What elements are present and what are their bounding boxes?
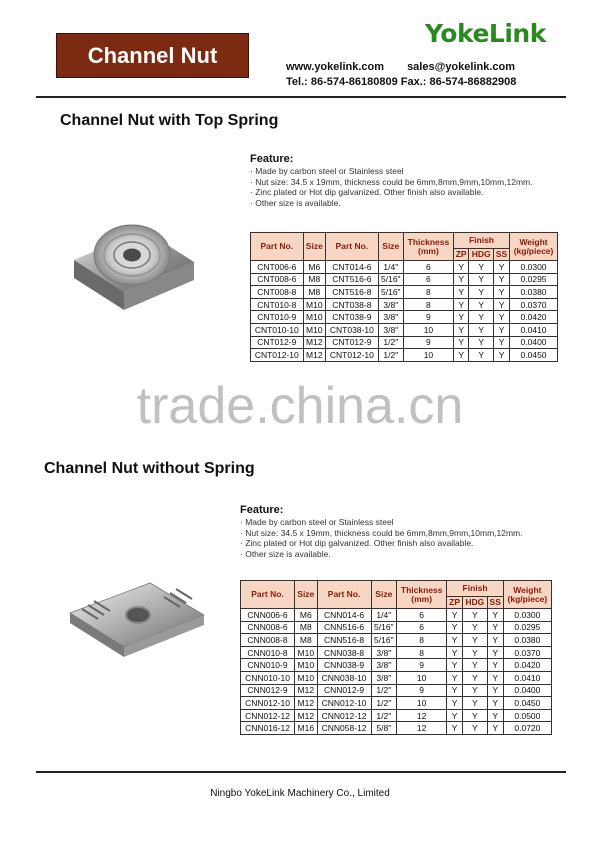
table-cell: Y	[469, 349, 494, 362]
table-cell: 3/8"	[371, 646, 396, 659]
table-cell: 3/8"	[378, 311, 403, 324]
col-header-hdg: HDG	[469, 249, 494, 261]
header-banner: Channel Nut	[56, 33, 249, 78]
table-cell: CNN012-12	[241, 709, 295, 722]
col-header-size-2: Size	[371, 581, 396, 609]
col-header-zp: ZP	[453, 249, 469, 261]
table-cell: Y	[487, 646, 503, 659]
table-cell: M6	[295, 609, 318, 622]
table-cell: CNT010-10	[251, 323, 304, 336]
table-cell: 1/4"	[378, 261, 403, 274]
table-cell: CNN016-12	[241, 722, 295, 735]
table-cell: 1/2"	[378, 349, 403, 362]
table-cell: M12	[295, 697, 318, 710]
table-row	[241, 634, 552, 647]
table-cell: CNN516-8	[317, 634, 371, 647]
table-cell: M10	[303, 323, 325, 336]
table-cell: CNT012-9	[326, 336, 379, 349]
table-cell: 3/8"	[378, 323, 403, 336]
table-cell: CNT012-10	[326, 349, 379, 362]
table-cell: 0.0370	[503, 646, 551, 659]
col-header-weight	[510, 233, 558, 261]
table-cell: Y	[447, 671, 463, 684]
table-cell: CNN012-10	[241, 697, 295, 710]
footer-divider	[36, 771, 566, 773]
table-cell: 0.0450	[510, 349, 558, 362]
table-cell: 6	[397, 621, 447, 634]
col-header-size: Size	[295, 581, 318, 609]
table-cell: 1/4"	[371, 609, 396, 622]
section2-feature-item: · Zinc plated or Hot dip galvanized. Other finish also available.	[240, 538, 522, 549]
table-cell: CNN038-9	[317, 659, 371, 672]
table-row	[251, 323, 558, 336]
col-header-finish: Finish	[453, 233, 509, 249]
table-cell: CNN014-6	[317, 609, 371, 622]
table-row	[241, 684, 552, 697]
section2-feature-item: · Made by carbon steel or Stainless steel	[240, 517, 522, 528]
table-cell: 0.0400	[510, 336, 558, 349]
thickness-unit: (mm)	[411, 593, 433, 604]
table-cell: Y	[493, 286, 509, 299]
footer-company: Ningbo YokeLink Machinery Co., Limited	[210, 788, 390, 799]
table-cell: M16	[295, 722, 318, 735]
table-cell: 0.0500	[503, 709, 551, 722]
table-cell: 0.0410	[510, 323, 558, 336]
col-header-weight	[503, 581, 551, 609]
section1-feature-item: · Made by carbon steel or Stainless steel	[250, 166, 532, 177]
table-row	[241, 671, 552, 684]
table-cell: 1/2"	[371, 709, 396, 722]
table-cell: 1/2"	[378, 336, 403, 349]
table-row	[251, 273, 558, 286]
table-cell: Y	[462, 722, 487, 735]
table-cell: 0.0295	[510, 273, 558, 286]
table-cell: Y	[453, 286, 469, 299]
table-cell: Y	[447, 609, 463, 622]
col-header-size: Size	[303, 233, 325, 261]
table-cell: Y	[447, 722, 463, 735]
table-cell: 0.0380	[510, 286, 558, 299]
table-cell: Y	[487, 609, 503, 622]
table-cell: CNN010-10	[241, 671, 295, 684]
table-cell: CNN010-9	[241, 659, 295, 672]
table-cell: Y	[487, 709, 503, 722]
table-cell: M12	[295, 709, 318, 722]
col-header-hdg: HDG	[462, 597, 487, 609]
table-row	[251, 349, 558, 362]
table-row	[251, 336, 558, 349]
table-cell: Y	[493, 311, 509, 324]
email-text: sales@yokelink.com	[407, 61, 516, 73]
table-cell: Y	[469, 336, 494, 349]
table-cell: 8	[397, 646, 447, 659]
table-cell: 5/16"	[371, 634, 396, 647]
channel-nut-top-spring-photo	[64, 200, 204, 315]
phone-fax-text: Tel.: 86-574-86180809 Fax.: 86-574-86882908	[286, 76, 517, 88]
table-cell: 3/8"	[371, 659, 396, 672]
watermark-text: trade.china.cn	[136, 377, 464, 435]
table-cell: M8	[303, 286, 325, 299]
section2-feature	[240, 504, 522, 559]
table-cell: 8	[403, 298, 453, 311]
table-cell: Y	[453, 323, 469, 336]
table-cell: Y	[462, 609, 487, 622]
table-cell: Y	[487, 634, 503, 647]
table-cell: 10	[397, 697, 447, 710]
channel-nut-no-spring-photo	[62, 575, 212, 660]
table-cell: CNT006-6	[251, 261, 304, 274]
weight-unit: (kg/piece)	[513, 245, 554, 256]
table-cell: CNT516-6	[326, 273, 379, 286]
section1-feature-item: · Zinc plated or Hot dip galvanized. Other finish also available.	[250, 187, 532, 198]
table-cell: Y	[487, 722, 503, 735]
table-cell: 8	[403, 286, 453, 299]
table-cell: Y	[447, 684, 463, 697]
table-cell: 12	[397, 722, 447, 735]
section2-feature-title: Feature:	[240, 504, 284, 516]
table-cell: Y	[469, 298, 494, 311]
table-row	[251, 261, 558, 274]
table-cell: Y	[447, 709, 463, 722]
table-cell: 9	[397, 659, 447, 672]
col-header-size-2: Size	[378, 233, 403, 261]
table-cell: Y	[469, 323, 494, 336]
table-cell: 5/16"	[378, 286, 403, 299]
table-cell: 9	[403, 311, 453, 324]
weight-label: Weight	[519, 236, 548, 247]
section1-feature-item: · Nut size: 34.5 x 19mm, thickness could be 6mm,8mm,9mm,10mm,12mm.	[250, 177, 532, 188]
table-cell: Y	[453, 273, 469, 286]
section2-feature-item: · Other size is available.	[240, 549, 522, 560]
table-cell: Y	[493, 349, 509, 362]
table-cell: CNT010-8	[251, 298, 304, 311]
table-cell: CNN008-6	[241, 621, 295, 634]
table-cell: M8	[295, 634, 318, 647]
table-row	[251, 298, 558, 311]
table-cell: CNT038-9	[326, 311, 379, 324]
table-cell: Y	[493, 261, 509, 274]
table-cell: CNN012-12	[317, 709, 371, 722]
col-header-zp: ZP	[447, 597, 463, 609]
table-cell: 8	[397, 634, 447, 647]
table-cell: 1/2"	[371, 697, 396, 710]
table-cell: 0.0720	[503, 722, 551, 735]
col-header-part-no-2: Part No.	[317, 581, 371, 609]
table-cell: 5/16"	[378, 273, 403, 286]
table-cell: Y	[462, 709, 487, 722]
table-cell: 6	[397, 609, 447, 622]
table-cell: CNN008-8	[241, 634, 295, 647]
table-cell: Y	[462, 646, 487, 659]
yokelink-logo: YokeLink	[425, 19, 546, 48]
table-cell: CNN010-8	[241, 646, 295, 659]
thickness-label: Thickness	[407, 236, 450, 247]
table-cell: CNN058-12	[317, 722, 371, 735]
table-row	[241, 722, 552, 735]
table-cell: M12	[295, 684, 318, 697]
col-header-part-no: Part No.	[241, 581, 295, 609]
table-cell: Y	[493, 298, 509, 311]
table-cell: 1/2"	[371, 684, 396, 697]
col-header-ss: SS	[493, 249, 509, 261]
table-row	[241, 659, 552, 672]
table-cell: Y	[462, 671, 487, 684]
table-row	[251, 286, 558, 299]
table-cell: Y	[447, 621, 463, 634]
table-cell: Y	[462, 634, 487, 647]
table-cell: CNN038-10	[317, 671, 371, 684]
table-cell: M10	[303, 298, 325, 311]
table-cell: Y	[462, 621, 487, 634]
table-cell: Y	[487, 684, 503, 697]
table-cell: Y	[487, 621, 503, 634]
table-cell: 0.0380	[503, 634, 551, 647]
table-cell: CNN516-6	[317, 621, 371, 634]
table-cell: 0.0410	[503, 671, 551, 684]
table-cell: CNN038-8	[317, 646, 371, 659]
header-divider	[36, 96, 566, 98]
thickness-label: Thickness	[400, 584, 443, 595]
contact-info	[286, 60, 516, 90]
table-cell: M10	[295, 646, 318, 659]
table-cell: CNT008-8	[251, 286, 304, 299]
table-cell: 9	[403, 336, 453, 349]
table-cell: 0.0370	[510, 298, 558, 311]
table-cell: Y	[453, 261, 469, 274]
website-text: www.yokelink.com	[286, 61, 385, 73]
col-header-finish: Finish	[447, 581, 504, 597]
section1-spec-table	[250, 232, 558, 362]
table-cell: Y	[487, 697, 503, 710]
table-cell: CNN006-6	[241, 609, 295, 622]
table-cell: Y	[447, 697, 463, 710]
table-row	[241, 609, 552, 622]
table-cell: 6	[403, 261, 453, 274]
table-row	[241, 697, 552, 710]
table-row	[241, 621, 552, 634]
col-header-ss: SS	[487, 597, 503, 609]
table-cell: 0.0450	[503, 697, 551, 710]
table-cell: Y	[462, 684, 487, 697]
table-cell: CNT038-8	[326, 298, 379, 311]
table-cell: CNN012-9	[241, 684, 295, 697]
table-cell: Y	[487, 671, 503, 684]
table-cell: 0.0400	[503, 684, 551, 697]
table-cell: CNN012-10	[317, 697, 371, 710]
table-cell: Y	[487, 659, 503, 672]
table-cell: 0.0300	[503, 609, 551, 622]
table-cell: Y	[447, 634, 463, 647]
section1-feature-item: · Other size is available.	[250, 198, 532, 209]
weight-label: Weight	[513, 584, 542, 595]
table-cell: Y	[453, 336, 469, 349]
table-cell: 10	[403, 323, 453, 336]
table-cell: CNT012-10	[251, 349, 304, 362]
table-cell: M10	[295, 659, 318, 672]
table-cell: 9	[397, 684, 447, 697]
table-cell: 0.0420	[503, 659, 551, 672]
table-cell: Y	[453, 298, 469, 311]
table-cell: CNT012-9	[251, 336, 304, 349]
col-header-part-no: Part No.	[251, 233, 304, 261]
table-cell: 5/8"	[371, 722, 396, 735]
table-cell: CNT014-6	[326, 261, 379, 274]
table-cell: CNN012-9	[317, 684, 371, 697]
table-cell: Y	[469, 273, 494, 286]
table-cell: Y	[453, 311, 469, 324]
table-cell: CNT008-6	[251, 273, 304, 286]
table-cell: 3/8"	[371, 671, 396, 684]
table-cell: CNT516-8	[326, 286, 379, 299]
table-row	[241, 709, 552, 722]
table-cell: M8	[303, 273, 325, 286]
table-cell: M10	[303, 311, 325, 324]
table-cell: Y	[469, 286, 494, 299]
section1-feature	[250, 153, 532, 208]
table-cell: M12	[303, 336, 325, 349]
table-cell: 12	[397, 709, 447, 722]
table-cell: 3/8"	[378, 298, 403, 311]
table-cell: 0.0300	[510, 261, 558, 274]
table-cell: Y	[462, 659, 487, 672]
table-cell: Y	[469, 311, 494, 324]
section1-feature-title: Feature:	[250, 153, 294, 165]
table-cell: M8	[295, 621, 318, 634]
table-cell: M10	[295, 671, 318, 684]
table-cell: 0.0420	[510, 311, 558, 324]
section2-spec-table	[240, 580, 552, 735]
table-row	[241, 646, 552, 659]
table-cell: Y	[453, 349, 469, 362]
section2-title: Channel Nut without Spring	[44, 460, 255, 477]
table-cell: 10	[397, 671, 447, 684]
section1-title: Channel Nut with Top Spring	[60, 112, 279, 129]
table-cell: 5/16"	[371, 621, 396, 634]
table-cell: Y	[493, 336, 509, 349]
table-cell: CNT010-9	[251, 311, 304, 324]
thickness-unit: (mm)	[418, 245, 439, 256]
section2-feature-item: · Nut size: 34.5 x 19mm, thickness could be 6mm,8mm,9mm,10mm,12mm.	[240, 528, 522, 539]
table-cell: CNT038-10	[326, 323, 379, 336]
col-header-thickness	[403, 233, 453, 261]
table-cell: Y	[493, 273, 509, 286]
table-cell: M12	[303, 349, 325, 362]
table-cell: 10	[403, 349, 453, 362]
table-cell: Y	[493, 323, 509, 336]
table-cell: Y	[447, 646, 463, 659]
weight-unit: (kg/piece)	[507, 593, 548, 604]
table-cell: 6	[403, 273, 453, 286]
table-row	[251, 311, 558, 324]
col-header-part-no-2: Part No.	[326, 233, 379, 261]
table-cell: Y	[462, 697, 487, 710]
table-cell: Y	[447, 659, 463, 672]
table-cell: 0.0295	[503, 621, 551, 634]
col-header-thickness	[397, 581, 447, 609]
table-cell: M6	[303, 261, 325, 274]
table-cell: Y	[469, 261, 494, 274]
